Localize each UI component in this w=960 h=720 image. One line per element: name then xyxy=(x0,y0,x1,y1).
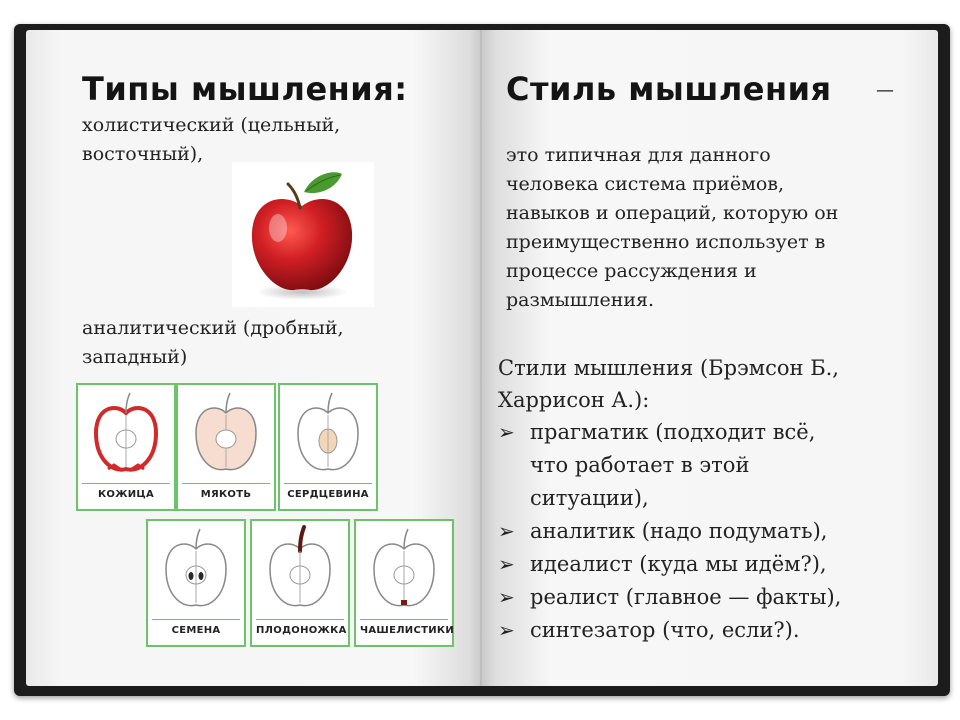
arrow-bullet-icon: ➢ xyxy=(498,618,515,642)
list-item-text: синтезатор (что, если?). xyxy=(530,618,800,642)
heading-dash: — xyxy=(876,80,894,101)
arrow-bullet-icon: ➢ xyxy=(498,552,515,576)
styles-intro-line1: Стили мышления (Брэмсон Б., xyxy=(498,356,839,380)
analytic-text-line2: западный) xyxy=(82,346,188,368)
card-label-stem: ПЛОДОНОЖКА xyxy=(256,619,344,642)
arrow-bullet-icon: ➢ xyxy=(498,585,515,609)
list-item xyxy=(498,614,841,647)
left-page-heading: Типы мышления: xyxy=(82,70,408,108)
list-item-text: что работает в этой xyxy=(530,453,750,477)
apple-section-stem-icon xyxy=(252,521,348,621)
right-page-heading: Стиль мышления xyxy=(506,70,832,108)
list-item-text: ситуации), xyxy=(530,486,649,510)
card-label-sepals: ЧАШЕЛИСТИКИ xyxy=(360,619,448,642)
definition-line-1: это типичная для данного xyxy=(506,144,771,166)
card-skin xyxy=(76,383,176,511)
card-label-skin: КОЖИЦА xyxy=(82,483,170,506)
definition-line-4: преимущественно использует в xyxy=(506,231,826,253)
list-item-text: реалист (главное — факты), xyxy=(530,585,842,609)
apple-section-core-icon xyxy=(280,385,376,485)
card-core xyxy=(278,383,378,511)
list-item-continuation xyxy=(498,449,841,482)
card-label-flesh: МЯКОТЬ xyxy=(182,483,270,506)
list-item-text: прагматик (подходит всё, xyxy=(530,420,816,444)
styles-intro-line2: Харрисон А.): xyxy=(498,388,650,412)
list-item xyxy=(498,548,841,581)
card-label-core: СЕРДЦЕВИНА xyxy=(284,483,372,506)
arrow-bullet-icon: ➢ xyxy=(498,420,515,444)
thinking-styles-list xyxy=(498,416,841,647)
list-item-text: идеалист (куда мы идём?), xyxy=(530,552,827,576)
definition-line-2: человека система приёмов, xyxy=(506,173,785,195)
list-item xyxy=(498,416,841,449)
holistic-text-line2: восточный), xyxy=(82,143,204,165)
list-item xyxy=(498,581,841,614)
list-item-continuation xyxy=(498,482,841,515)
card-stem xyxy=(250,519,350,647)
analytic-text-line1: аналитический (дробный, xyxy=(82,317,344,339)
card-seeds xyxy=(146,519,246,647)
apple-section-seeds-icon xyxy=(148,521,244,621)
list-item xyxy=(498,515,841,548)
arrow-bullet-icon: ➢ xyxy=(498,519,515,543)
definition-line-3: навыков и операций, которую он xyxy=(506,202,839,224)
apple-section-sepals-icon xyxy=(356,521,452,621)
card-flesh xyxy=(176,383,276,511)
whole-apple-image xyxy=(232,162,374,307)
card-sepals xyxy=(354,519,454,647)
card-label-seeds: СЕМЕНА xyxy=(152,619,240,642)
definition-line-5: процессе рассуждения и xyxy=(506,260,757,282)
apple-section-skin-icon xyxy=(78,385,174,485)
holistic-text-line1: холистический (цельный, xyxy=(82,114,341,136)
definition-line-6: размышления. xyxy=(506,289,655,311)
apple-section-flesh-icon xyxy=(178,385,274,485)
list-item-text: аналитик (надо подумать), xyxy=(530,519,828,543)
